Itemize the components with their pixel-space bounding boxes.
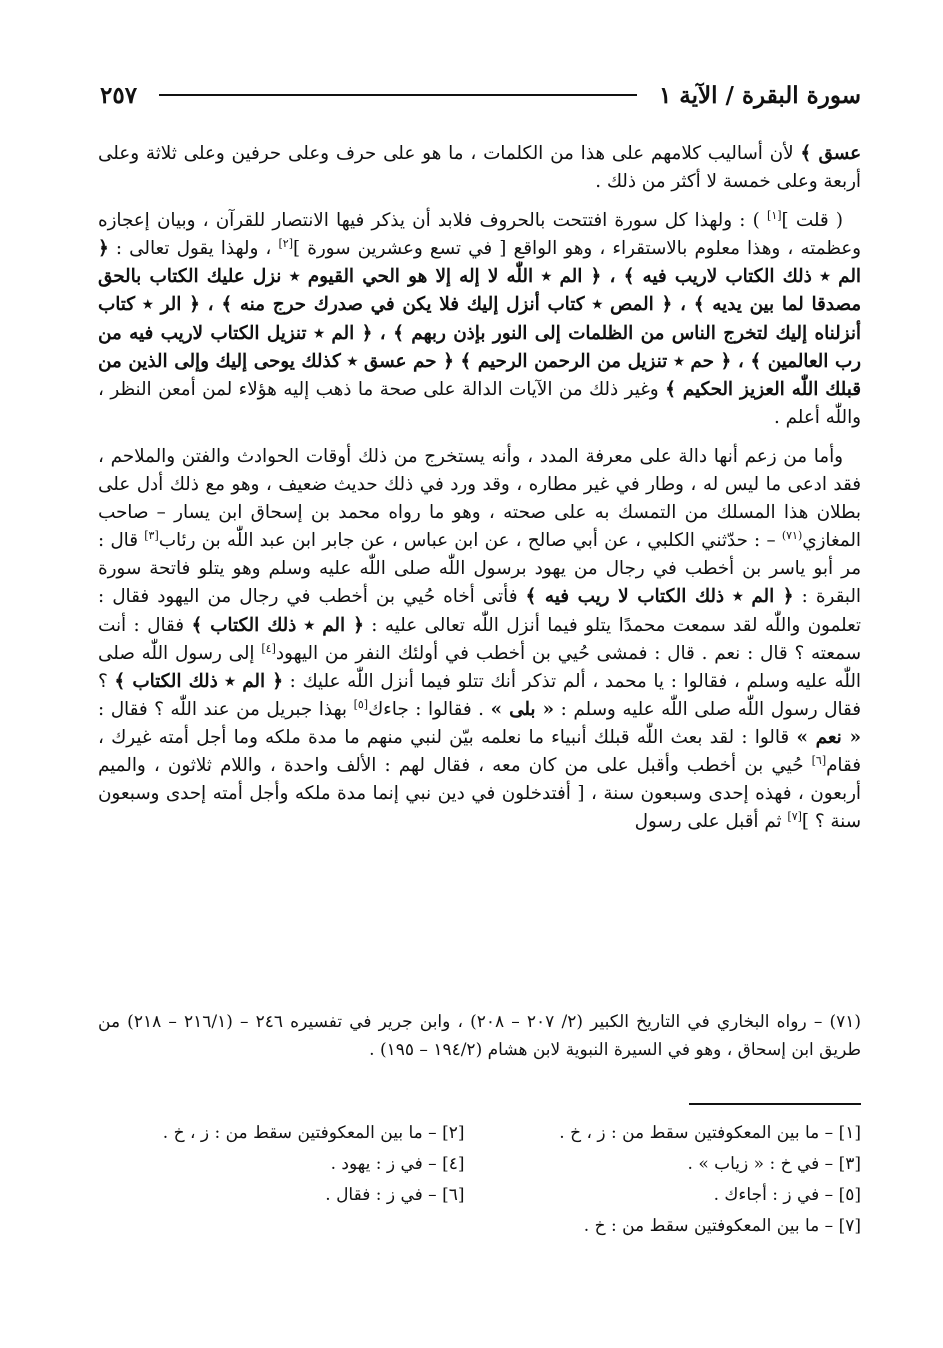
footnote-71: (٧١) – رواه البخاري في التاريخ الكبير (٢/ ٢٠٧ – ٢٠٨) ، وابن جرير في تفسيره ٢٤٦ – (٢١٦/١ – ٢١٨) من طريق ابن إسحاق ، وهو في السيرة النبوية لابن هشام (١٩٤/٢ – ١٩٥) . — [98, 1012, 861, 1060]
variant-notes — [98, 1118, 861, 1242]
note-reference: [٢] — [278, 237, 293, 251]
note-4: [٤] – في ز : يهود . — [330, 1154, 465, 1174]
quran-quote: ﴿ الم ٭ ذلك الكتاب ﴾ — [114, 670, 283, 692]
page-number: ٢٥٧ — [100, 81, 138, 109]
text-run: وأما من زعم أنها دالة على معرفة المدد ، وأنه يستخرج من ذلك أوقات الحوادث والفتن والملاحم ، فقد ادعى ما ليس له ، وطار في غير مطاره ، وقد ورد في ذلك حديث ضعيف ، وهو مع ذلك أدل على بطلان هذا المسلك من التمسك به على صحته ، وهو ما رواه محمد بن إسحاق ابن يسار – صاحب المغازي — [98, 445, 862, 552]
text-run: حُيي بن أخطب وأقبل على من كان معه ، فقال لهم : الألف واحدة ، واللام ثلاثون ، والميم أربعون ، فهذه إحدى وسبعون سنة ، [ أفتدخلون في دين نبي إنما مدة ملكه وأجل أمته إحدى وسبعون سنة ؟ ] — [98, 754, 861, 833]
text-run: . فقالوا : جاءك — [368, 698, 491, 720]
quran-quote: عسق ﴾ — [800, 143, 861, 164]
text-run: ) : ولهذا كل سورة افتتحت بالحروف فلابد أن يذكر فيها الانتصار للقرآن ، وبيان إعجازه وعظمته ، وهذا معلوم بالاستقراء ، وهو الواقع [ في تسع وعشرين سورة ] — [98, 210, 861, 260]
note-2: [٢] – ما بين المعكوفتين سقط من : ز ، خ . — [162, 1123, 465, 1143]
note-6: [٦] – في ز : فقال . — [325, 1185, 465, 1205]
note-reference: [٣] — [144, 529, 159, 543]
text-run: ثم أقبل على رسول — [634, 811, 788, 833]
footnote-separator — [689, 1103, 861, 1105]
note-7: [٧] – ما بين المعكوفتين سقط من : خ . — [583, 1216, 861, 1236]
running-title: سورة البقرة / الآية ١ — [658, 81, 861, 109]
note-reference: [٦] — [811, 753, 827, 767]
note-3: [٣] – في خ : « زياب » . — [687, 1154, 861, 1174]
note-reference: [٧] — [787, 810, 802, 824]
header-rule — [159, 94, 637, 96]
quran-quote: ﴿ الم ٭ ذلك الكتاب ﴾ — [191, 614, 364, 636]
note-5: [٥] – في ز : أجاءك . — [713, 1185, 861, 1205]
text-run: ؟ فقال رسول اللّٰه صلى اللّٰه عليه وسلم : — [98, 670, 862, 720]
text-run: – : حدّثني الكلبي ، عن أبي صالح ، عن ابن عباس ، عن جابر ابن عبد اللّٰه بن رئاب — [158, 530, 782, 552]
paragraph-1 — [98, 140, 861, 196]
text-run: قال : مر أبو ياسر بن أخطب في رجال من يهود برسول اللّٰه صلى اللّٰه عليه وسلم وهو يتلو فاتحة سورة البقرة : — [98, 530, 861, 608]
paragraph-3 — [98, 443, 861, 836]
note-reference: (٧١) — [781, 529, 803, 543]
note-reference: [١] — [767, 209, 782, 223]
text-run: قالوا : لقد بعث اللّٰه قبلك أنبياء ما نعلمه بيّن لنبي منهم ما مدة ملكه وما أجل أمته غيرك ، فقام — [98, 726, 861, 776]
text-run: فأتى أخاه حُيي بن أخطب في رجال من اليهود فقال : تعلمون واللّٰه لقد سمعت محمدًا يتلو فيما أنزل اللّٰه تعالى عليه : — [98, 586, 861, 636]
text-run: ، ولهذا يقول تعالى : — [108, 238, 279, 260]
note-1: [١] – ما بين المعكوفتين سقط من : ز ، خ . — [559, 1123, 861, 1143]
text-run: بهذا جبريل من عند اللّٰه ؟ فقال : — [98, 698, 354, 720]
quran-quote: « نعم » — [796, 726, 861, 748]
text-run: فقال : أنت سمعته ؟ قال : نعم . قال : فمشى حُيي بن أخطب في أولئك النفر من اليهود — [98, 614, 862, 664]
text-run: ( قلت ] — [781, 210, 843, 232]
page-header — [100, 80, 861, 110]
note-reference: [٤] — [261, 641, 276, 655]
note-reference: [٥] — [353, 697, 369, 711]
quran-quote: ﴿ الم ٭ ذلك الكتاب لاريب فيه ﴾ ، ﴿ الم ٭ اللّٰه لا إله إلا هو الحي القيوم ٭ نزل عليك الكتاب بالحق مصدقا لما بين يديه ﴾ ، ﴿ المص ٭ كتاب أنزل إليك فلا يكن في صدرك حرج منه ﴾ ، ﴿ الر ٭ كتاب أنزلناه إليك لتخرج الناس من الظلمات إلى النور بإذن ربهم ﴾ ، ﴿ الم ٭ تنزيل الكتاب لاريب فيه من رب العالمين ﴾ ، ﴿ حم ٭ تنزيل من الرحمن الرحيم ﴾ ﴿ حم عسق ٭ كذلك يوحى إليك وإلى الذين من قبلك اللّٰه العزيز الحكيم ﴾ — [98, 238, 862, 400]
main-text — [98, 140, 861, 847]
quran-quote: « بلى » — [490, 698, 555, 720]
quran-quote: ﴿ الم ٭ ذلك الكتاب لا ريب فيه ﴾ — [525, 586, 794, 608]
paragraph-2 — [98, 207, 861, 432]
text-run: إلى رسول اللّٰه صلى اللّٰه عليه وسلم ، فقالوا : يا محمد ، ألم تذكر أنك تتلو فيما أنزل اللّٰه عليك : — [98, 642, 862, 692]
text-run: وغير ذلك من الآيات الدالة على صحة ما ذهب إليه هؤلاء لمن أمعن النظر ، واللّٰه أعلم . — [98, 378, 861, 428]
text-run: لأن أساليب كلامهم على هذا من الكلمات ، ما هو على حرف وعلى حرفين وعلى ثلاثة وعلى أربعة وعلى خمسة لا أكثر من ذلك . — [98, 143, 861, 193]
